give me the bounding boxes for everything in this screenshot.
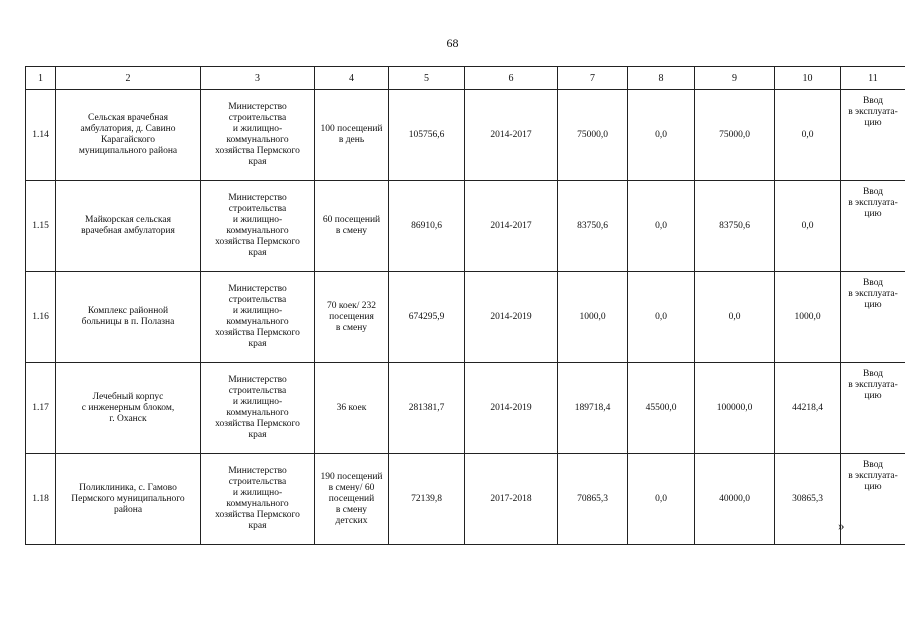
ministry-line: Министерство [228, 193, 287, 203]
ministry-line: Министерство [228, 375, 287, 385]
value-col7-cell: 75000,0 [558, 90, 628, 181]
object-name-line: амбулатория, д. Савино [80, 124, 176, 134]
table-header-row [26, 67, 905, 90]
status-line: цию [864, 209, 882, 219]
value-col7-cell: 189718,4 [558, 363, 628, 454]
ministry-line: Министерство [228, 102, 287, 112]
row-number-cell: 1.18 [26, 454, 56, 545]
table-row [26, 363, 905, 454]
ministry-line: края [248, 248, 267, 258]
ministry-cell [201, 363, 315, 454]
table-row [26, 181, 905, 272]
value-col10-cell: 0,0 [775, 181, 841, 272]
column-header: 10 [775, 67, 841, 90]
ministry-line: коммунального [226, 226, 289, 236]
ministry-line: коммунального [226, 135, 289, 145]
ministry-line: края [248, 157, 267, 167]
status-cell [841, 181, 905, 272]
value-col8-cell: 0,0 [628, 272, 695, 363]
status-line: в эксплуата- [848, 380, 898, 390]
estimated-cost-cell: 72139,8 [389, 454, 465, 545]
ministry-cell [201, 181, 315, 272]
closing-quote: » [838, 518, 845, 533]
status-line: Ввод [862, 278, 884, 288]
capacity-line: посещения [329, 311, 374, 322]
value-col10-cell: 0,0 [775, 90, 841, 181]
capacity-line: посещений [328, 493, 375, 504]
object-name-line: больницы в п. Полазна [81, 317, 175, 327]
row-number-cell: 1.17 [26, 363, 56, 454]
value-col7-cell: 1000,0 [558, 272, 628, 363]
estimated-cost-cell: 105756,6 [389, 90, 465, 181]
value-col7-cell: 70865,3 [558, 454, 628, 545]
capacity-line: 60 посещений [322, 215, 381, 225]
value-col7-cell: 83750,6 [558, 181, 628, 272]
capacity-cell [315, 363, 389, 454]
object-name-cell [56, 454, 201, 545]
column-header: 3 [201, 67, 315, 90]
status-line: цию [864, 391, 882, 401]
ministry-line: хозяйства Пермского [215, 328, 300, 338]
ministry-line: коммунального [226, 499, 289, 509]
capacity-line: в смену [335, 322, 368, 333]
status-line: в эксплуата- [848, 198, 898, 208]
ministry-line: строительства [228, 295, 287, 305]
period-cell: 2014-2017 [465, 181, 558, 272]
value-col10-cell: 44218,4 [775, 363, 841, 454]
ministry-line: хозяйства Пермского [215, 146, 300, 156]
column-header: 11 [841, 67, 905, 90]
status-line: цию [864, 300, 882, 310]
capacity-line: детских [335, 515, 368, 526]
status-cell [841, 90, 905, 181]
ministry-cell [201, 90, 315, 181]
status-line: Ввод [862, 369, 884, 379]
value-col9-cell: 75000,0 [695, 90, 775, 181]
ministry-line: строительства [228, 386, 287, 396]
status-line: Ввод [862, 460, 884, 470]
column-header: 7 [558, 67, 628, 90]
object-name-line: г. Оханск [109, 413, 147, 424]
status-cell [841, 272, 905, 363]
object-name-cell [56, 181, 201, 272]
object-name-line: Комплекс районной [87, 306, 169, 316]
ministry-line: коммунального [226, 317, 289, 327]
ministry-line: Министерство [228, 466, 287, 476]
capacity-line: 190 посещений [320, 471, 383, 482]
value-col9-cell: 40000,0 [695, 454, 775, 545]
status-line: в эксплуата- [848, 107, 898, 117]
estimated-cost-cell: 281381,7 [389, 363, 465, 454]
table-row [26, 90, 905, 181]
table-body [26, 67, 905, 545]
capacity-line: в смену [335, 226, 368, 236]
capacity-cell [315, 181, 389, 272]
ministry-line: края [248, 521, 267, 531]
ministry-line: и жилищно- [232, 215, 283, 225]
ministry-line: и жилищно- [232, 488, 283, 498]
value-col9-cell: 83750,6 [695, 181, 775, 272]
table-row [26, 272, 905, 363]
period-cell: 2014-2017 [465, 90, 558, 181]
period-cell: 2014-2019 [465, 363, 558, 454]
ministry-line: коммунального [226, 408, 289, 418]
capacity-cell [315, 272, 389, 363]
object-name-line: района [113, 504, 143, 515]
object-name-line: Поликлиника, с. Гамово [79, 482, 177, 493]
object-name-cell [56, 272, 201, 363]
row-number-cell: 1.14 [26, 90, 56, 181]
ministry-line: и жилищно- [232, 124, 283, 134]
ministry-line: хозяйства Пермского [215, 419, 300, 429]
status-line: в эксплуата- [848, 289, 898, 299]
ministry-line: строительства [228, 113, 287, 123]
ministry-cell [201, 272, 315, 363]
object-name-line: с инженерным блоком, [81, 402, 175, 413]
period-cell: 2017-2018 [465, 454, 558, 545]
ministry-line: края [248, 339, 267, 349]
capacity-cell [315, 90, 389, 181]
ministry-line: края [248, 430, 267, 440]
ministry-line: хозяйства Пермского [215, 510, 300, 520]
ministry-line: и жилищно- [232, 306, 283, 316]
object-name-line: Пермского муниципального [71, 493, 185, 504]
object-name-line: врачебная амбулатория [81, 226, 175, 236]
value-col8-cell: 45500,0 [628, 363, 695, 454]
column-header: 4 [315, 67, 389, 90]
capacity-cell [315, 454, 389, 545]
status-cell [841, 363, 905, 454]
ministry-line: строительства [228, 477, 287, 487]
capacity-line: 100 посещений [320, 124, 383, 134]
ministry-line: и жилищно- [232, 397, 283, 407]
table-row [26, 454, 905, 545]
value-col9-cell: 100000,0 [695, 363, 775, 454]
column-header: 6 [465, 67, 558, 90]
value-col10-cell: 1000,0 [775, 272, 841, 363]
ministry-cell [201, 454, 315, 545]
value-col9-cell: 0,0 [695, 272, 775, 363]
value-col8-cell: 0,0 [628, 454, 695, 545]
status-line: в эксплуата- [848, 471, 898, 481]
status-line: Ввод [862, 96, 884, 106]
row-number-cell: 1.16 [26, 272, 56, 363]
data-table [25, 66, 905, 545]
row-number-cell: 1.15 [26, 181, 56, 272]
ministry-line: строительства [228, 204, 287, 214]
status-line: цию [864, 118, 882, 128]
capacity-line: в день [338, 135, 365, 145]
capacity-line: 70 коек/ 232 [327, 300, 376, 311]
ministry-line: Министерство [228, 284, 287, 294]
column-header: 5 [389, 67, 465, 90]
status-cell [841, 454, 905, 545]
period-cell: 2014-2019 [465, 272, 558, 363]
page-number: 68 [446, 36, 459, 50]
column-header: 9 [695, 67, 775, 90]
object-name-line: Майкорская сельская [85, 215, 171, 225]
object-name-line: муниципального района [78, 146, 178, 156]
column-header: 8 [628, 67, 695, 90]
value-col8-cell: 0,0 [628, 181, 695, 272]
ministry-line: хозяйства Пермского [215, 237, 300, 247]
object-name-line: Лечебный корпус [92, 391, 164, 402]
status-line: Ввод [862, 187, 884, 197]
value-col8-cell: 0,0 [628, 90, 695, 181]
capacity-line: 36 коек [336, 402, 367, 413]
estimated-cost-cell: 674295,9 [389, 272, 465, 363]
object-name-line: Карагайского [100, 135, 156, 145]
column-header: 2 [56, 67, 201, 90]
capacity-line: в смену/ 60 [328, 482, 375, 493]
column-header: 1 [26, 67, 56, 90]
object-name-cell [56, 90, 201, 181]
status-line: цию [864, 482, 882, 492]
estimated-cost-cell: 86910,6 [389, 181, 465, 272]
value-col10-cell: 30865,3 [775, 454, 841, 545]
object-name-line: Сельская врачебная [88, 113, 168, 123]
capacity-line: в смену [335, 504, 368, 515]
object-name-cell [56, 363, 201, 454]
